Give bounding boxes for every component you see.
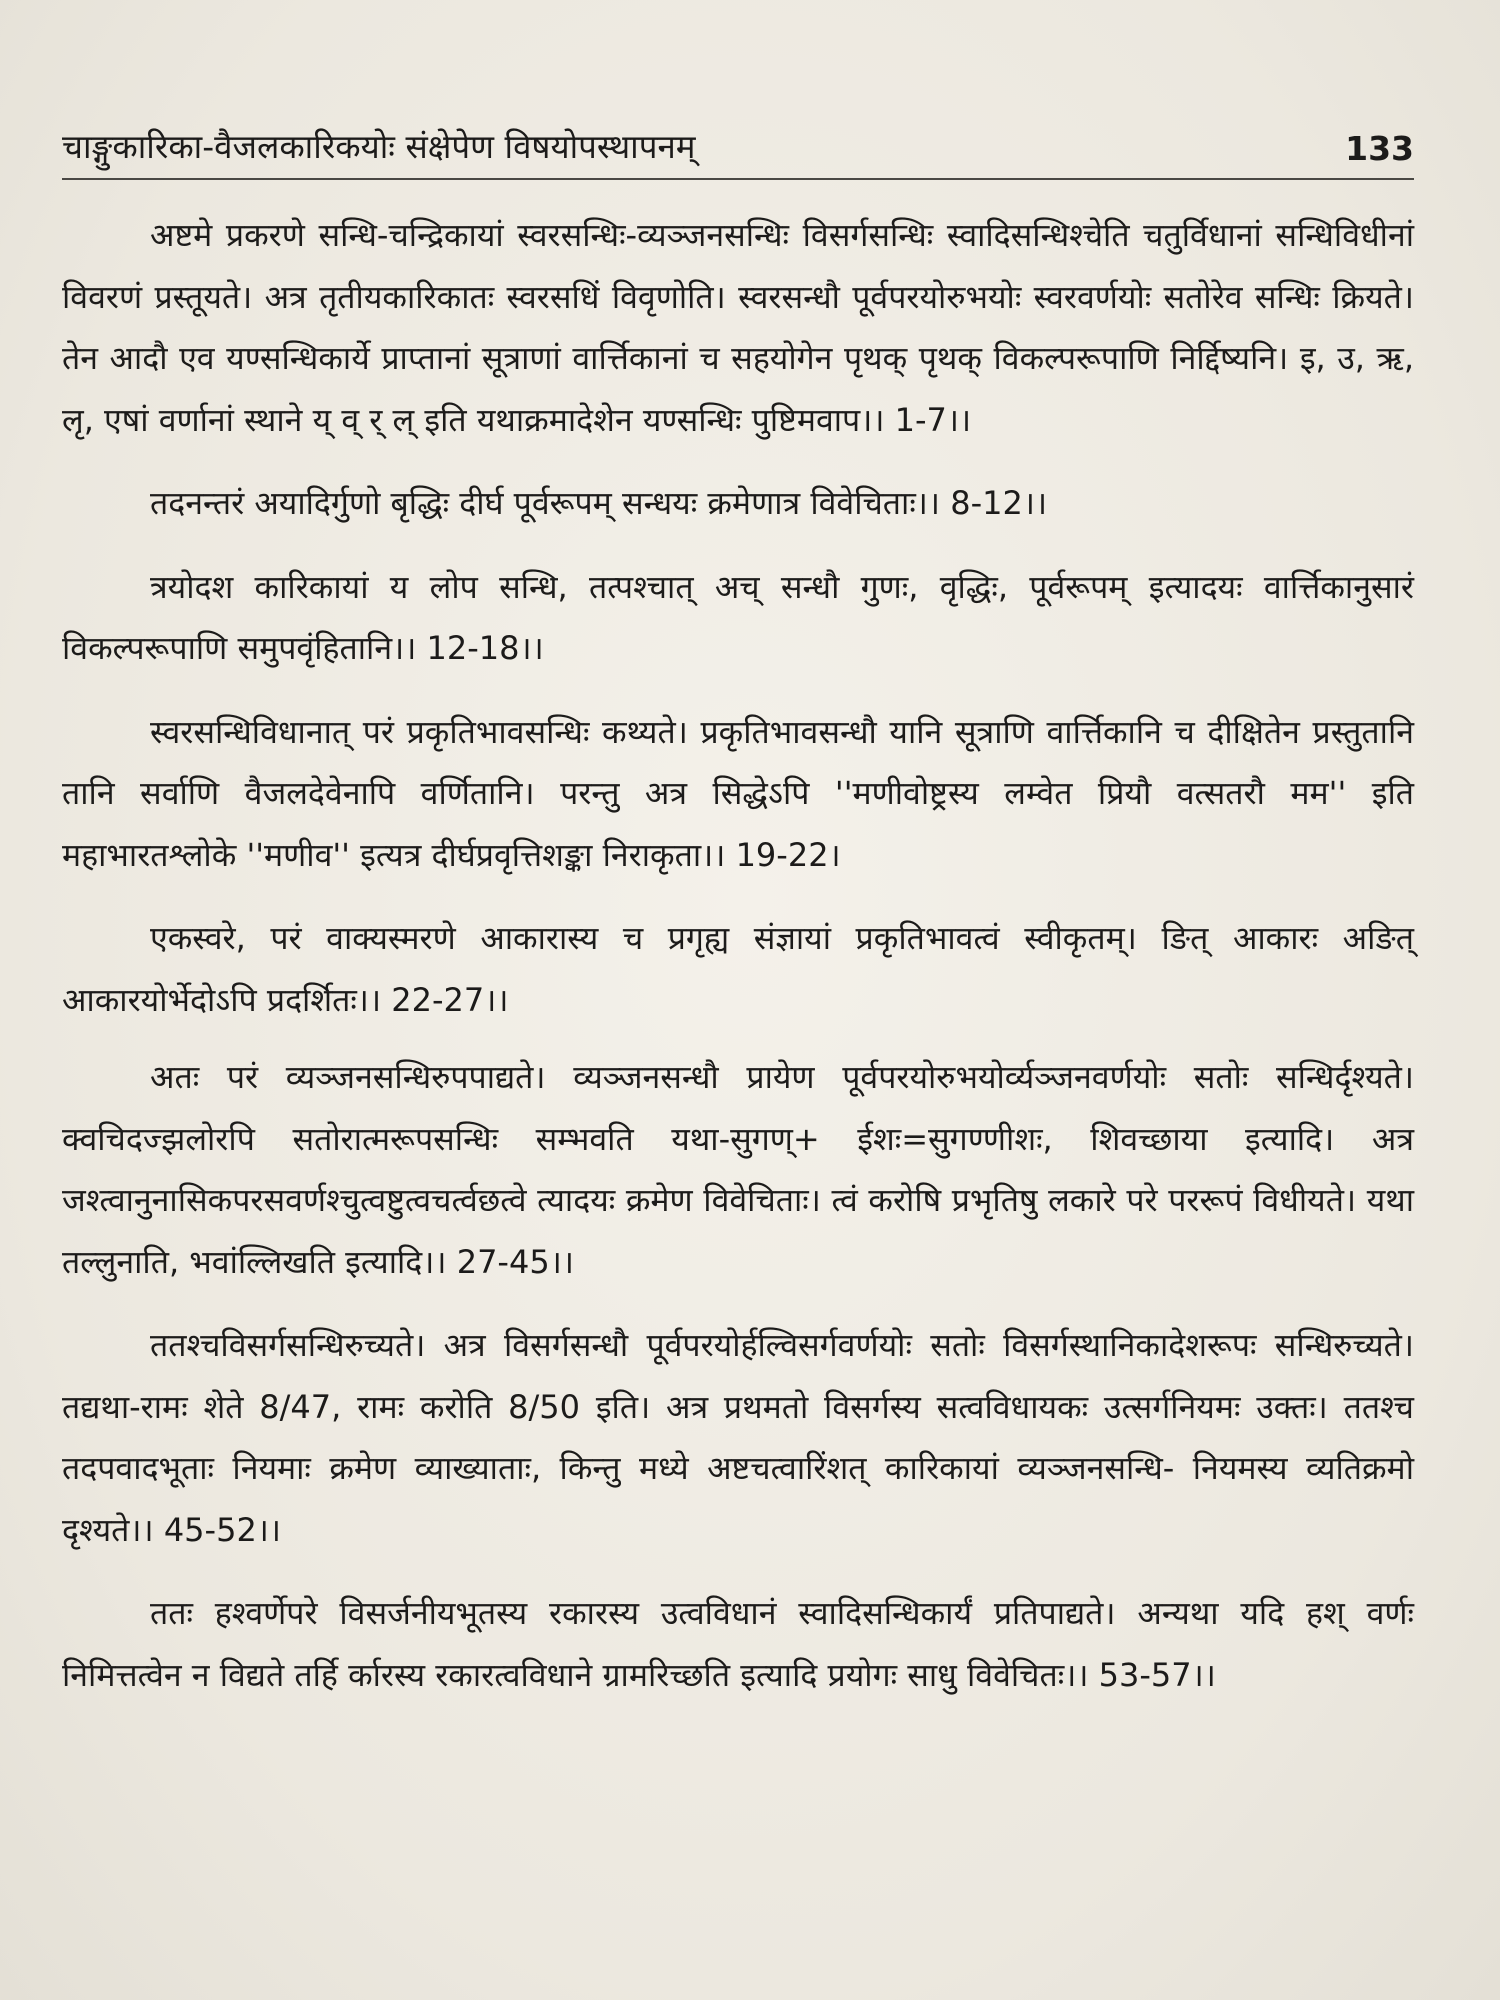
running-header	[62, 118, 1414, 180]
paragraph-1: अष्टमे प्रकरणे सन्धि-चन्द्रिकायां स्वरसन्धिः-व्यञ्जनसन्धिः विसर्गसन्धिः स्वादिसन्धिश्चेति चतुर्विधानां सन्धिविधीनां विवरणं प्रस्तूयते। अत्र तृतीयकारिकातः स्वरसधिं विवृणोति। स्वरसन्धौ पूर्वपरयोरुभयोः स्वरवर्णयोः सतोरेव सन्धिः क्रियते। तेन आदौ एव यण्सन्धिकार्ये प्राप्तानां सूत्राणां वार्त्तिकानां च सहयोगेन पृथक् पृथक् विकल्परूपाणि निर्द्दिष्यनि। इ, उ, ऋ, लृ, एषां वर्णानां स्थाने य् व् र् ल् इति यथाक्रमादेशेन यण्सन्धिः पुष्टिमवाप।। 1-7।।	[62, 216, 1414, 439]
paragraph-6: अतः परं व्यञ्जनसन्धिरुपपाद्यते। व्यञ्जनसन्धौ प्रायेण पूर्वपरयोरुभयोर्व्यञ्जनवर्णयोः सतोः सन्धिर्दृश्यते। क्वचिदज्झलोरपि सतोरात्मरूपसन्धिः सम्भवति यथा-सुगण्+ ईशः=सुगण्णीशः, शिवच्छाया इत्यादि। अत्र जश्त्वानुनासिकपरसवर्णश्चुत्वष्टुत्वचर्त्वछत्वे त्यादयः क्रमेण विवेचिताः। त्वं करोषि प्रभृतिषु लकारे परे पररूपं विधीयते। यथा तल्लुनाति, भवांल्लिखति इत्यादि।। 27-45।।	[62, 1058, 1414, 1281]
paragraph-4: स्वरसन्धिविधानात् परं प्रकृतिभावसन्धिः कथ्यते। प्रकृतिभावसन्धौ यानि सूत्राणि वार्त्तिकानि च दीक्षितेन प्रस्तुतानि तानि सर्वाणि वैजलदेवेनापि वर्णितानि। परन्तु अत्र सिद्धेऽपि ''मणीवोष्ट्रस्य लम्वेत प्रियौ वत्सतरौ मम'' इति महाभारतश्लोके ''मणीव'' इत्यत्र दीर्घप्रवृत्तिशङ्का निराकृता।। 19-22।	[62, 712, 1414, 874]
paragraph-3: त्रयोदश कारिकायां य लोप सन्धि, तत्पश्चात् अच् सन्धौ गुणः, वृद्धिः, पूर्वरूपम् इत्यादयः वार्त्तिकानुसारं विकल्परूपाणि समुपवृंहितानि।। 12-18।।	[62, 567, 1414, 667]
page-number: 133	[1345, 129, 1414, 168]
paragraph-2: तदनन्तरं अयादिर्गुणो बृद्धिः दीर्घ पूर्वरूपम् सन्धयः क्रमेणात्र विवेचिताः।। 8-12।।	[150, 484, 1048, 522]
paragraph-8: ततः हश्वर्णेपरे विसर्जनीयभूतस्य रकारस्य उत्वविधानं स्वादिसन्धिकार्यं प्रतिपाद्यते। अन्यथा यदि हश् वर्णः निमित्तत्वेन न विद्यते तर्हि र्कारस्य रकारत्वविधाने ग्रामरिच्छति इत्यादि प्रयोगः साधु विवेचितः।। 53-57।।	[62, 1594, 1414, 1694]
page-body	[62, 205, 1414, 1728]
paragraph-7: ततश्चविसर्गसन्धिरुच्यते। अत्र विसर्गसन्धौ पूर्वपरयोर्हल्विसर्गवर्णयोः सतोः विसर्गस्थानिकादेशरूपः सन्धिरुच्यते। तद्यथा-रामः शेते 8/47, रामः करोति 8/50 इति। अत्र प्रथमतो विसर्गस्य सत्वविधायकः उत्सर्गनियमः उक्तः। ततश्च तदपवादभूताः नियमाः क्रमेण व्याख्याताः, किन्तु मध्ये अष्टचत्वारिंशत् कारिकायां व्यञ्जनसन्धि- नियमस्य व्यतिक्रमो दृश्यते।। 45-52।।	[62, 1326, 1414, 1549]
paragraph-5: एकस्वरे, परं वाक्यस्मरणे आकारास्य च प्रगृह्य संज्ञायां प्रकृतिभावत्वं स्वीकृतम्। ङित् आकारः अङित् आकारयोर्भेदोऽपि प्रदर्शितः।। 22-27।।	[62, 919, 1414, 1019]
header-title: चाङ्गुकारिका-वैजलकारिकयोः संक्षेपेण विषयोपस्थापनम्	[62, 127, 696, 166]
